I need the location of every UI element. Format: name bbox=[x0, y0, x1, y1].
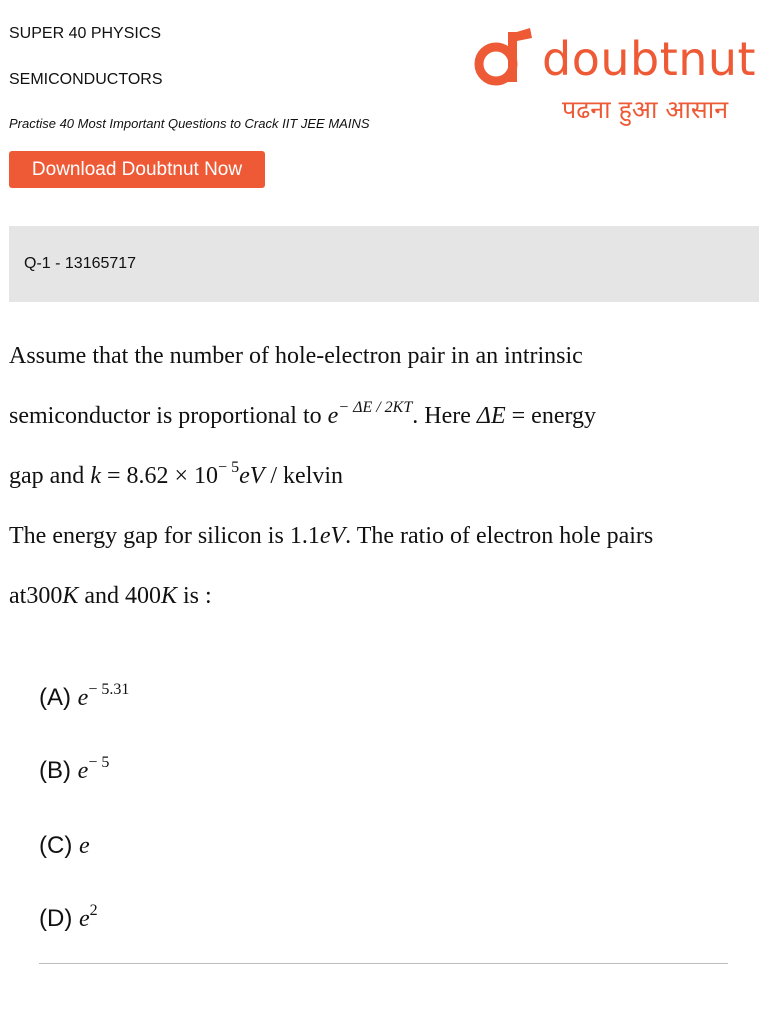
course-title: SUPER 40 PHYSICS bbox=[9, 25, 162, 42]
question-text bbox=[9, 334, 759, 634]
question-line: The energy gap for silicon is 1.1eV. The ratio of electron hole pairs bbox=[9, 523, 654, 549]
question-id-bar bbox=[9, 226, 759, 302]
question-line: Assume that the number of hole-electron pair in an intrinsic bbox=[9, 343, 583, 369]
divider bbox=[39, 963, 728, 964]
download-doubtnut-button[interactable]: Download Doubtnut Now bbox=[9, 151, 265, 188]
option-a[interactable]: (A) $e^{- 5.31}$ bbox=[39, 681, 130, 711]
doubtnut-logo[interactable] bbox=[470, 22, 762, 132]
option-c[interactable]: (C) e bbox=[39, 832, 90, 859]
question-line: semiconductor is proportional to $e^{- \Delta E / 2KT}$. Here ΔE = energy bbox=[9, 399, 597, 429]
option-d[interactable]: (D) $e^2$ bbox=[39, 902, 98, 932]
question-line: gap and $k = 8.62 \times 10^{- 5}eV$ / kelvin bbox=[9, 459, 344, 489]
logo-wordmark: doubtnut bbox=[542, 32, 757, 86]
logo-tagline: पढना हुआ आसान bbox=[562, 95, 729, 124]
doubtnut-logo-icon bbox=[470, 24, 540, 94]
option-b[interactable]: (B) $e^{- 5}$ bbox=[39, 754, 110, 784]
course-tagline: Practise 40 Most Important Questions to Crack IIT JEE MAINS bbox=[9, 116, 370, 131]
question-line: at300K and 400K is : bbox=[9, 583, 212, 609]
chapter-title: SEMICONDUCTORS bbox=[9, 71, 163, 88]
question-id: Q-1 - 13165717 bbox=[24, 255, 137, 272]
